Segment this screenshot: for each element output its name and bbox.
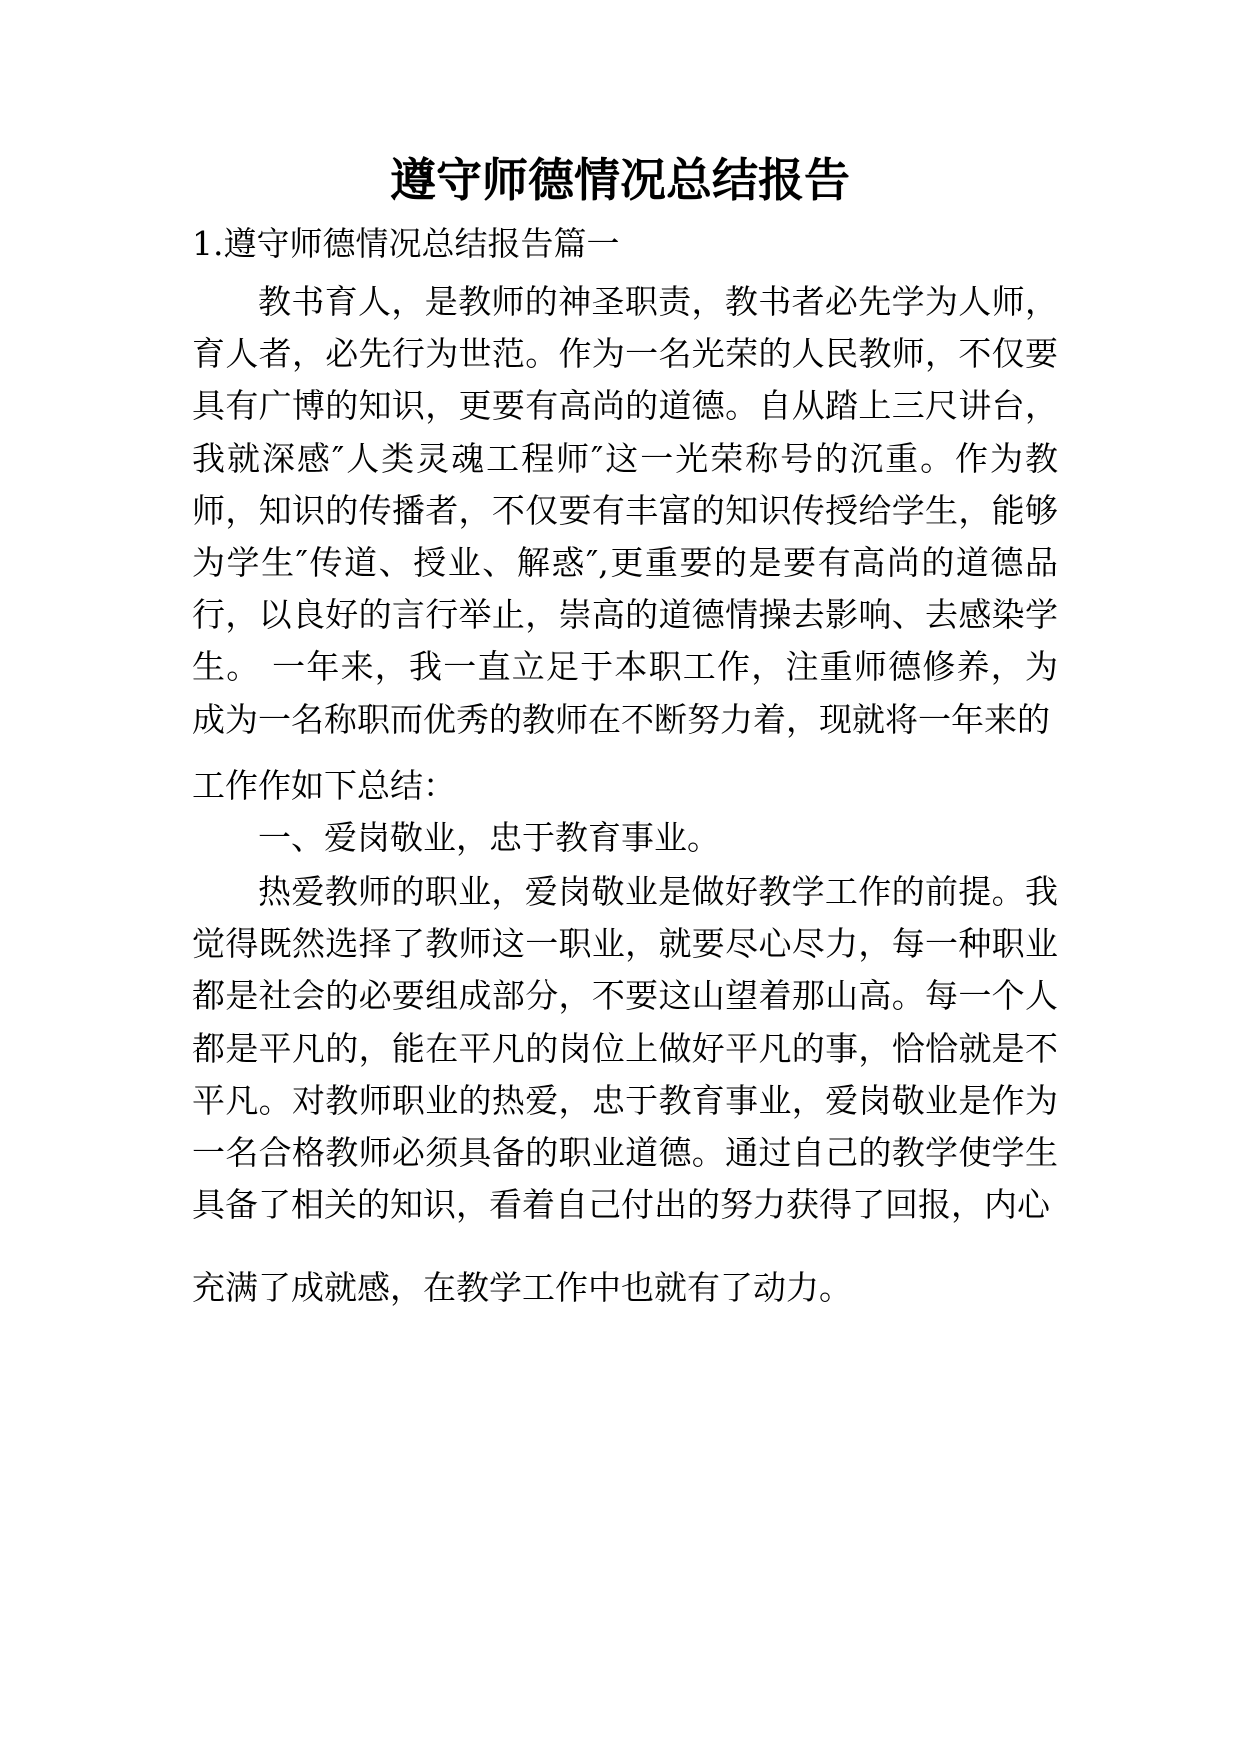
paragraph-1: 教书育人，是教师的神圣职责，教书者必先学为人师，育人者，必先行为世范。作为一名光荣的人民教师，不仅要具有广博的知识，更要有高尚的道德。自从踏上三尺讲台，我就深感″人类灵魂工程师″这一光荣称号的沉重。作为教师，知识的传播者，不仅要有丰富的知识传授给学生，能够为学生″传道、授业、解惑″,更重要的是要有高尚的道德品行，以良好的言行举止，崇高的道德情操去影响、去感染学生。 一年来，我一直立足于本职工作，注重师德修养，为成为一名称职而优秀的教师在不断努力着，现就将一年来的 (192, 282, 1058, 739)
paragraph-1-tail: 工作作如下总结： (192, 766, 456, 805)
paragraph-2: 热爱教师的职业，爱岗敬业是做好教学工作的前提。我觉得既然选择了教师这一职业，就要尽心尽力，每一种职业都是社会的必要组成部分，不要这山望着那山高。每一个人都是平凡的，能在平凡的岗位上做好平凡的事，恰恰就是不平凡。对教师职业的热爱，忠于教育事业，爱岗敬业是作为一名合格教师必须具备的职业道德。通过自己的教学使学生具备了相关的知识，看着自己付出的努力获得了回报，内心 (192, 872, 1058, 1225)
document-title: 遵守师德情况总结报告 (390, 153, 850, 207)
paragraph-2-tail: 充满了成就感，在教学工作中也就有了动力。 (192, 1268, 852, 1307)
subheading-1: 一、爱岗敬业，忠于教育事业。 (258, 818, 720, 857)
section-heading: 1.遵守师德情况总结报告篇一 (192, 224, 620, 263)
